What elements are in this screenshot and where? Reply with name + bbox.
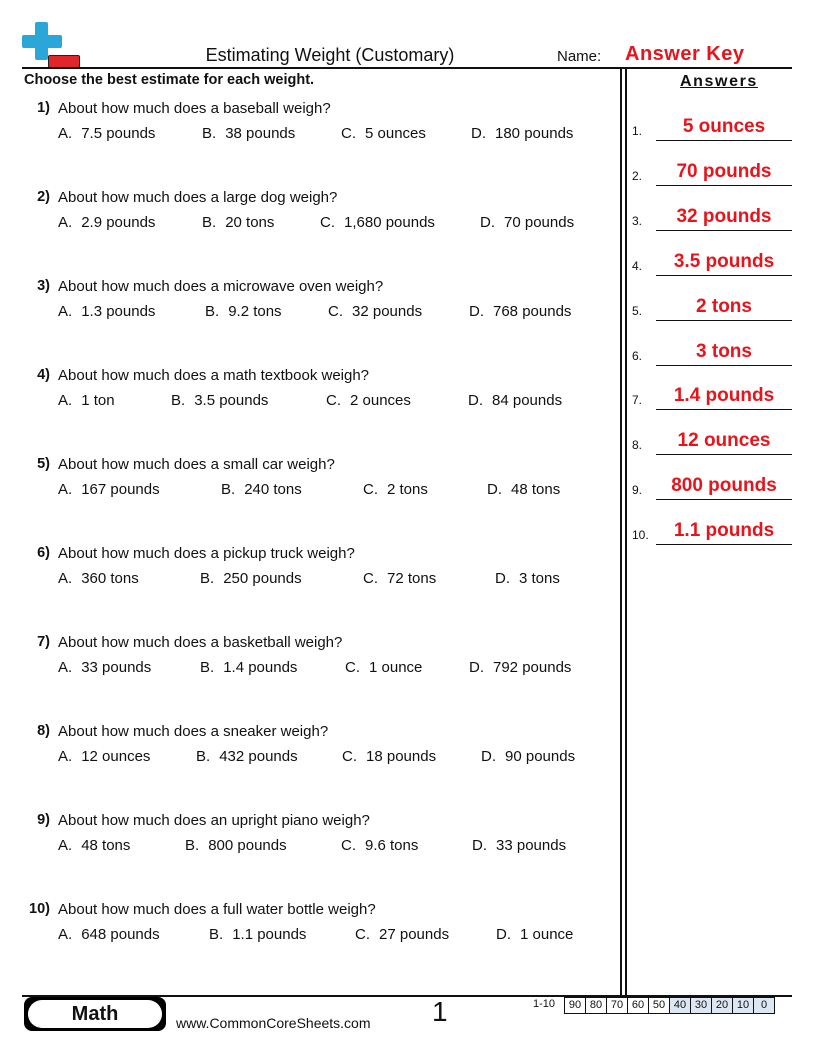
- answer-choice: [496, 926, 573, 943]
- choice-value: 1.4 pounds: [223, 659, 298, 676]
- answer-choice: [469, 659, 571, 676]
- answer-choice: [363, 481, 428, 498]
- answer-line: [656, 409, 792, 410]
- choice-value: 180 pounds: [495, 125, 574, 142]
- choice-letter: A.: [58, 481, 73, 498]
- choice-value: 167 pounds: [81, 481, 160, 498]
- answer-choice: [469, 303, 571, 320]
- answer-line: [656, 275, 792, 276]
- answer-row: [632, 291, 792, 321]
- question-text: About how much does a baseball weigh?: [58, 100, 331, 117]
- answer-choice: [209, 926, 306, 943]
- question-number: 9): [37, 812, 50, 828]
- choice-value: 84 pounds: [492, 392, 563, 409]
- answer-number: 9.: [632, 483, 643, 498]
- choice-value: 768 pounds: [493, 303, 572, 320]
- choice-letter: A.: [58, 659, 73, 676]
- answer-choice: [221, 481, 302, 498]
- choice-value: 48 tons: [511, 481, 561, 498]
- choice-letter: D.: [472, 837, 487, 854]
- choice-value: 250 pounds: [223, 570, 302, 587]
- question-number: 4): [37, 367, 50, 383]
- subject-label: Math: [28, 1000, 162, 1028]
- choice-value: 70 pounds: [504, 214, 575, 231]
- answer-choice: [341, 125, 426, 142]
- score-range-label: 1-10: [533, 998, 556, 1010]
- question-text: About how much does a small car weigh?: [58, 456, 335, 473]
- answer-choice: [58, 837, 130, 854]
- question-text: About how much does a full water bottle weigh?: [58, 901, 376, 918]
- page-number: 1: [432, 996, 448, 1027]
- choice-letter: A.: [58, 125, 73, 142]
- answer-row: [632, 336, 792, 366]
- question-number: 6): [37, 545, 50, 561]
- answer-choice: [205, 303, 282, 320]
- choice-letter: C.: [328, 303, 343, 320]
- choice-value: 32 pounds: [352, 303, 423, 320]
- answer-choice: [480, 214, 574, 231]
- answer-choice: [342, 748, 436, 765]
- answer-value: 3 tons: [696, 340, 752, 362]
- choice-letter: C.: [363, 481, 378, 498]
- choice-value: 360 tons: [81, 570, 139, 587]
- answer-line: [656, 185, 792, 186]
- answer-choice: [202, 125, 295, 142]
- choice-letter: A.: [58, 214, 73, 231]
- score-cell: 90: [568, 999, 582, 1011]
- answer-number: 2.: [632, 168, 643, 183]
- answer-row: [632, 380, 792, 410]
- answer-choice: [200, 659, 297, 676]
- answer-choice: [58, 748, 150, 765]
- answer-choice: [320, 214, 435, 231]
- score-cell: 70: [606, 998, 627, 1013]
- choice-letter: C.: [341, 837, 356, 854]
- answer-value: 32 pounds: [676, 205, 772, 227]
- answer-choice: [495, 570, 560, 587]
- choice-letter: C.: [345, 659, 360, 676]
- name-value: Answer Key: [625, 43, 745, 65]
- answer-choice: [58, 570, 139, 587]
- choice-letter: A.: [58, 926, 73, 943]
- choice-value: 27 pounds: [379, 926, 450, 943]
- name-label: Name:: [557, 48, 602, 65]
- choice-letter: C.: [342, 748, 357, 765]
- choice-letter: D.: [468, 392, 483, 409]
- choice-letter: D.: [480, 214, 495, 231]
- choice-value: 1.3 pounds: [81, 303, 156, 320]
- choice-letter: D.: [496, 926, 511, 943]
- choice-value: 72 tons: [387, 570, 437, 587]
- answer-row: [632, 515, 792, 545]
- question-number: 1): [37, 100, 50, 116]
- answer-choice: [355, 926, 449, 943]
- question-text: About how much does an upright piano weigh?: [58, 812, 370, 829]
- answer-line: [656, 499, 792, 500]
- choice-value: 1,680 pounds: [344, 214, 435, 231]
- answer-number: 10.: [632, 528, 649, 543]
- question-text: About how much does a math textbook weigh?: [58, 367, 370, 384]
- answer-number: 3.: [632, 213, 643, 228]
- answer-choice: [58, 481, 160, 498]
- choice-letter: B.: [185, 837, 200, 854]
- choice-letter: B.: [196, 748, 211, 765]
- choice-letter: B.: [171, 392, 186, 409]
- choice-letter: C.: [320, 214, 335, 231]
- score-cell: 20: [711, 998, 732, 1013]
- answer-row: [632, 425, 792, 455]
- column-divider: [620, 68, 622, 996]
- score-cell: 30: [690, 998, 711, 1013]
- choice-letter: A.: [58, 837, 73, 854]
- choice-letter: B.: [202, 125, 217, 142]
- score-cell: 80: [585, 998, 606, 1013]
- answer-row: [632, 246, 792, 276]
- choice-value: 7.5 pounds: [81, 125, 156, 142]
- choice-value: 3 tons: [519, 570, 560, 587]
- choice-value: 1 ton: [81, 392, 115, 409]
- answer-value: 70 pounds: [676, 160, 772, 182]
- answer-value: 1.1 pounds: [673, 520, 775, 542]
- choice-value: 1 ounce: [520, 926, 574, 943]
- choice-letter: C.: [363, 570, 378, 587]
- answer-choice: [58, 659, 151, 676]
- choice-value: 648 pounds: [81, 926, 160, 943]
- choice-letter: B.: [202, 214, 217, 231]
- choice-letter: A.: [58, 392, 73, 409]
- choice-letter: C.: [326, 392, 341, 409]
- choice-value: 38 pounds: [225, 125, 296, 142]
- answer-row: [632, 111, 792, 141]
- answer-choice: [58, 214, 155, 231]
- question-text: About how much does a sneaker weigh?: [58, 723, 329, 740]
- choice-value: 432 pounds: [219, 748, 298, 765]
- question-text: About how much does a microwave oven weigh?: [58, 278, 384, 295]
- choice-value: 9.2 tons: [228, 303, 282, 320]
- choice-value: 800 pounds: [208, 837, 287, 854]
- answer-line: [656, 140, 792, 141]
- answer-number: 5.: [632, 303, 643, 318]
- site-url: www.CommonCoreSheets.com: [176, 1015, 371, 1031]
- choice-value: 5 ounces: [365, 125, 426, 142]
- choice-letter: D.: [469, 303, 484, 320]
- answer-number: 4.: [632, 258, 643, 273]
- answer-choice: [326, 392, 411, 409]
- answer-choice: [196, 748, 298, 765]
- choice-value: 240 tons: [244, 481, 302, 498]
- choice-letter: A.: [58, 570, 73, 587]
- score-cell: 40: [669, 998, 690, 1013]
- question-number: 7): [37, 634, 50, 650]
- answer-choice: [471, 125, 573, 142]
- choice-value: 90 pounds: [505, 748, 576, 765]
- answer-choice: [328, 303, 422, 320]
- choice-letter: D.: [471, 125, 486, 142]
- choice-value: 33 pounds: [496, 837, 567, 854]
- question-text: About how much does a basketball weigh?: [58, 634, 343, 651]
- choice-value: 9.6 tons: [365, 837, 419, 854]
- question-number: 5): [37, 456, 50, 472]
- score-table: [564, 997, 775, 1014]
- choice-value: 3.5 pounds: [194, 392, 269, 409]
- question-number: 2): [37, 189, 50, 205]
- choice-value: 12 ounces: [81, 748, 151, 765]
- choice-letter: D.: [469, 659, 484, 676]
- header-rule: [22, 67, 792, 69]
- score-cell: 60: [627, 998, 648, 1013]
- choice-value: 18 pounds: [366, 748, 437, 765]
- answer-line: [656, 544, 792, 545]
- answer-choice: [345, 659, 422, 676]
- choice-letter: C.: [355, 926, 370, 943]
- choice-value: 2 ounces: [350, 392, 411, 409]
- answer-choice: [58, 392, 115, 409]
- answer-choice: [58, 926, 160, 943]
- instructions: Choose the best estimate for each weight.: [24, 72, 315, 88]
- answer-choice: [481, 748, 575, 765]
- choice-letter: C.: [341, 125, 356, 142]
- question-text: About how much does a pickup truck weigh?: [58, 545, 355, 562]
- answer-choice: [58, 125, 155, 142]
- score-cell: 50: [648, 998, 669, 1013]
- answer-choice: [487, 481, 560, 498]
- choice-value: 792 pounds: [493, 659, 572, 676]
- answers-heading: Answers: [680, 73, 758, 90]
- choice-value: 1 ounce: [369, 659, 423, 676]
- answer-number: 8.: [632, 438, 643, 453]
- answer-value: 2 tons: [696, 295, 752, 317]
- question-text: About how much does a large dog weigh?: [58, 189, 338, 206]
- choice-letter: B.: [205, 303, 220, 320]
- choice-value: 20 tons: [225, 214, 275, 231]
- answer-choice: [171, 392, 268, 409]
- question-number: 3): [37, 278, 50, 294]
- choice-letter: B.: [200, 570, 215, 587]
- answer-number: 1.: [632, 124, 643, 138]
- choice-letter: D.: [495, 570, 510, 587]
- answer-choice: [200, 570, 302, 587]
- answer-value: 1.4 pounds: [673, 385, 775, 407]
- answer-choice: [58, 303, 155, 320]
- answer-value: 800 pounds: [671, 475, 777, 497]
- answer-choice: [202, 214, 274, 231]
- answer-value: 3.5 pounds: [673, 250, 775, 272]
- choice-letter: B.: [209, 926, 224, 943]
- choice-letter: B.: [200, 659, 215, 676]
- choice-value: 1.1 pounds: [232, 926, 307, 943]
- score-cell: 10: [732, 998, 753, 1013]
- choice-letter: D.: [481, 748, 496, 765]
- answer-line: [656, 365, 792, 366]
- answer-choice: [468, 392, 562, 409]
- score-cell: 0: [753, 998, 774, 1013]
- choice-letter: A.: [58, 748, 73, 765]
- answer-value: 5 ounces: [682, 116, 766, 137]
- answer-row: [632, 201, 792, 231]
- answer-line: [656, 230, 792, 231]
- answer-choice: [185, 837, 287, 854]
- answer-row: [632, 156, 792, 186]
- choice-letter: B.: [221, 481, 236, 498]
- column-divider: [625, 68, 627, 996]
- question-number: 10): [29, 901, 50, 917]
- answer-line: [656, 454, 792, 455]
- answer-number: 6.: [632, 348, 643, 363]
- choice-value: 2.9 pounds: [81, 214, 156, 231]
- worksheet-title: Estimating Weight (Customary): [205, 45, 455, 65]
- answer-row: [632, 470, 792, 500]
- answer-value: 12 ounces: [677, 430, 771, 452]
- question-number: 8): [37, 723, 50, 739]
- choice-letter: A.: [58, 303, 73, 320]
- subject-badge: [24, 997, 166, 1031]
- answer-number: 7.: [632, 393, 643, 408]
- answer-choice: [341, 837, 418, 854]
- answer-choice: [363, 570, 436, 587]
- choice-value: 33 pounds: [81, 659, 152, 676]
- choice-value: 2 tons: [387, 481, 428, 498]
- choice-value: 48 tons: [81, 837, 131, 854]
- choice-letter: D.: [487, 481, 502, 498]
- answer-line: [656, 320, 792, 321]
- answer-choice: [472, 837, 566, 854]
